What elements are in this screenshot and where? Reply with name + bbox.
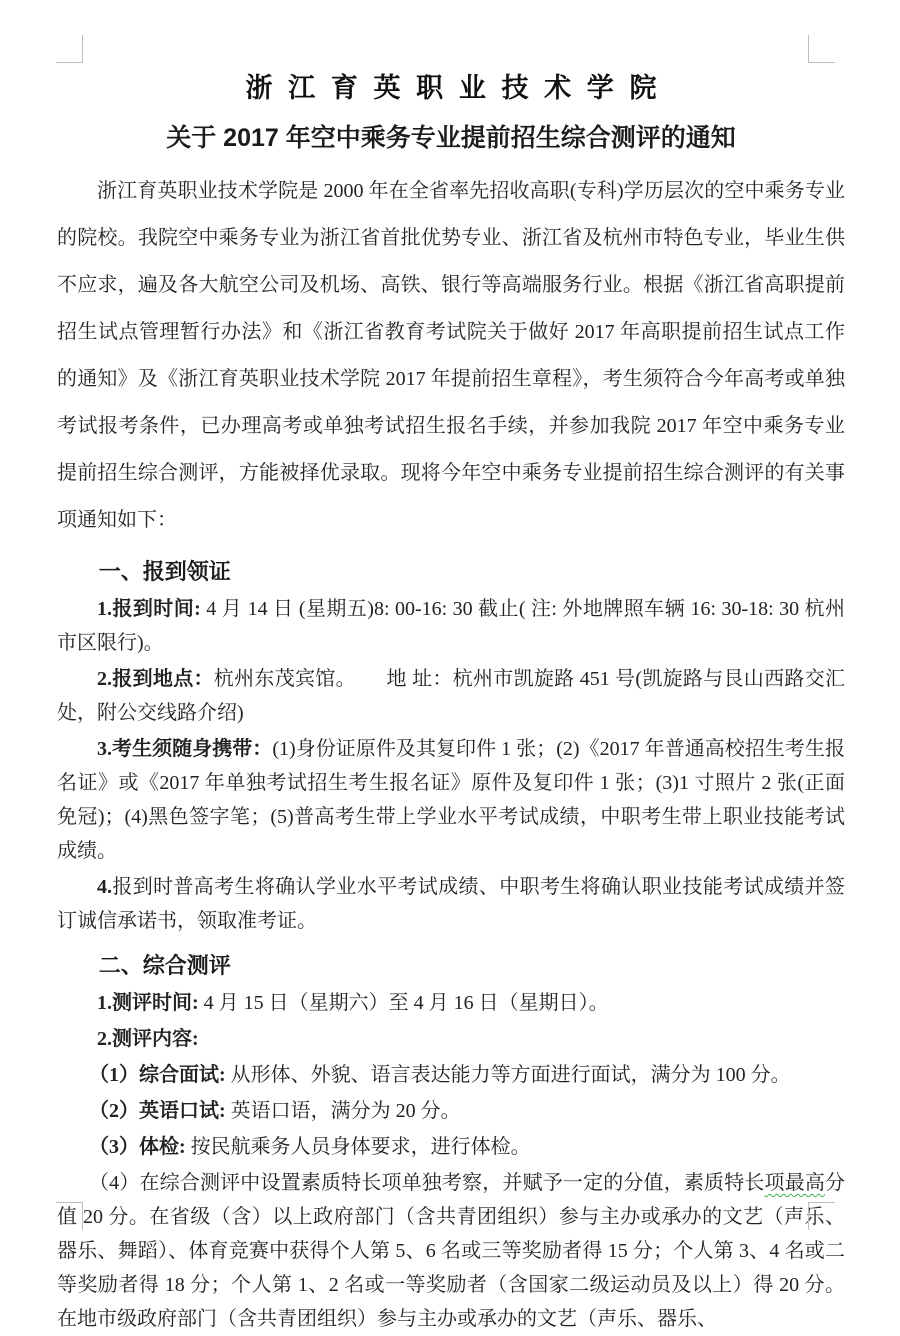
evaluation-sub-interview bbox=[57, 1058, 845, 1092]
item-text: 4 月 15 日（星期六）至 4 月 16 日（星期日）。 bbox=[198, 992, 609, 1014]
item-text: 英语口语，满分为 20 分。 bbox=[225, 1100, 461, 1122]
item-label: 3.考生须随身携带： bbox=[97, 738, 273, 760]
item-label: 2.测评内容: bbox=[97, 1028, 199, 1050]
item-text: 4 月 14 日 (星期五)8: 00-16: 30 截止( 注: 外地牌照车辆 16: 30-18: 30 杭州市区限行)。 bbox=[57, 598, 845, 654]
page-title: 浙江育英职业技术学院 bbox=[245, 73, 673, 103]
registration-item-time bbox=[57, 592, 845, 660]
item-text: 在综合测评中设置素质特长项单独考察，并赋予一定的分值，素质特长 bbox=[139, 1172, 765, 1194]
grammar-squiggle-text: 项最高 bbox=[764, 1172, 826, 1194]
crop-mark-top-right bbox=[808, 35, 835, 63]
section-heading-registration: 一、报到领证 bbox=[98, 559, 231, 584]
item-label: 4. bbox=[97, 876, 112, 898]
evaluation-sub-specialty bbox=[57, 1166, 845, 1336]
intro-paragraph: 浙江育英职业技术学院是 2000 年在全省率先招收高职(专科)学历层次的空中乘务专业的院校。我院空中乘务专业为浙江省首批优势专业、浙江省及杭州市特色专业，毕业生供不应求，遍及各大航空公司及机场、高铁、银行等高端服务行业。根据《浙江省高职提前招生试点管理暂行办法》和《浙江省教育考试院关于做好 2017 年高职提前招生试点工作的通知》及《浙江育英职业技术学院 2017 年提前招生章程》，考生须符合今年高考或单独考试报考条件，已办理高考或单独考试招生报名手续，并参加我院 2017 年空中乘务专业提前招生综合测评，方能被择优录取。现将今年空中乘务专业提前招生综合测评的有关事项通知如下： bbox=[57, 180, 845, 531]
evaluation-item-time bbox=[57, 986, 845, 1020]
item-label: 1.报到时间: bbox=[97, 598, 201, 620]
item-text: 从形体、外貌、语言表达能力等方面进行面试，满分为 100 分。 bbox=[225, 1064, 791, 1086]
item-label: （1）综合面试: bbox=[89, 1064, 226, 1086]
crop-mark-bottom-right bbox=[808, 1202, 835, 1230]
item-label: （4） bbox=[89, 1172, 140, 1194]
page-subtitle: 关于 2017 年空中乘务专业提前招生综合测评的通知 bbox=[166, 124, 736, 152]
item-text: 分值 20 分。在省级（含）以上政府部门（含共青团组织）参与主办或承办的文艺（声乐、器乐、舞蹈）、体育竞赛中获得个人第 5、6 名或三等奖励者得 15 分；个人第 3、4 名或二等奖励者得 18 分；个人第 1、2 名或一等奖励者（含国家二级运动员及以上）得 20 分。在地市级政府部门（含共青团组织）参与主办或承办的文艺（声乐、器乐、 bbox=[57, 1172, 846, 1330]
item-label: 1.测评时间: bbox=[97, 992, 199, 1014]
registration-item-place bbox=[57, 662, 845, 730]
item-label: （2）英语口试: bbox=[89, 1100, 226, 1122]
section-heading-evaluation: 二、综合测评 bbox=[98, 953, 231, 978]
evaluation-sub-physical bbox=[57, 1130, 845, 1164]
item-text: 报到时普高考生将确认学业水平考试成绩、中职考生将确认职业技能考试成绩并签订诚信承诺书，领取准考证。 bbox=[57, 876, 845, 932]
item-text: (1)身份证原件及其复印件 1 张；(2)《2017 年普通高校招生考生报名证》或《2017 年单独考试招生考生报名证》原件及复印件 1 张；(3)1 寸照片 2 张(正面免冠)；(4)黑色签字笔；(5)普高考生带上学业水平考试成绩，中职考生带上职业技能考试成绩。 bbox=[57, 738, 846, 862]
evaluation-sub-english bbox=[57, 1094, 845, 1128]
registration-item-confirm bbox=[57, 870, 845, 938]
item-text: 按民航乘务人员身体要求，进行体检。 bbox=[185, 1136, 531, 1158]
item-label: 2.报到地点： bbox=[97, 668, 214, 690]
crop-mark-bottom-left bbox=[56, 1202, 83, 1230]
evaluation-item-content bbox=[57, 1022, 845, 1056]
item-label: （3）体检: bbox=[89, 1136, 186, 1158]
registration-item-bring bbox=[57, 732, 845, 868]
item-text: 杭州东茂宾馆。 地 址：杭州市凯旋路 451 号(凯旋路与艮山西路交汇处，附公交线路介绍) bbox=[57, 668, 845, 724]
crop-mark-top-left bbox=[56, 35, 83, 63]
